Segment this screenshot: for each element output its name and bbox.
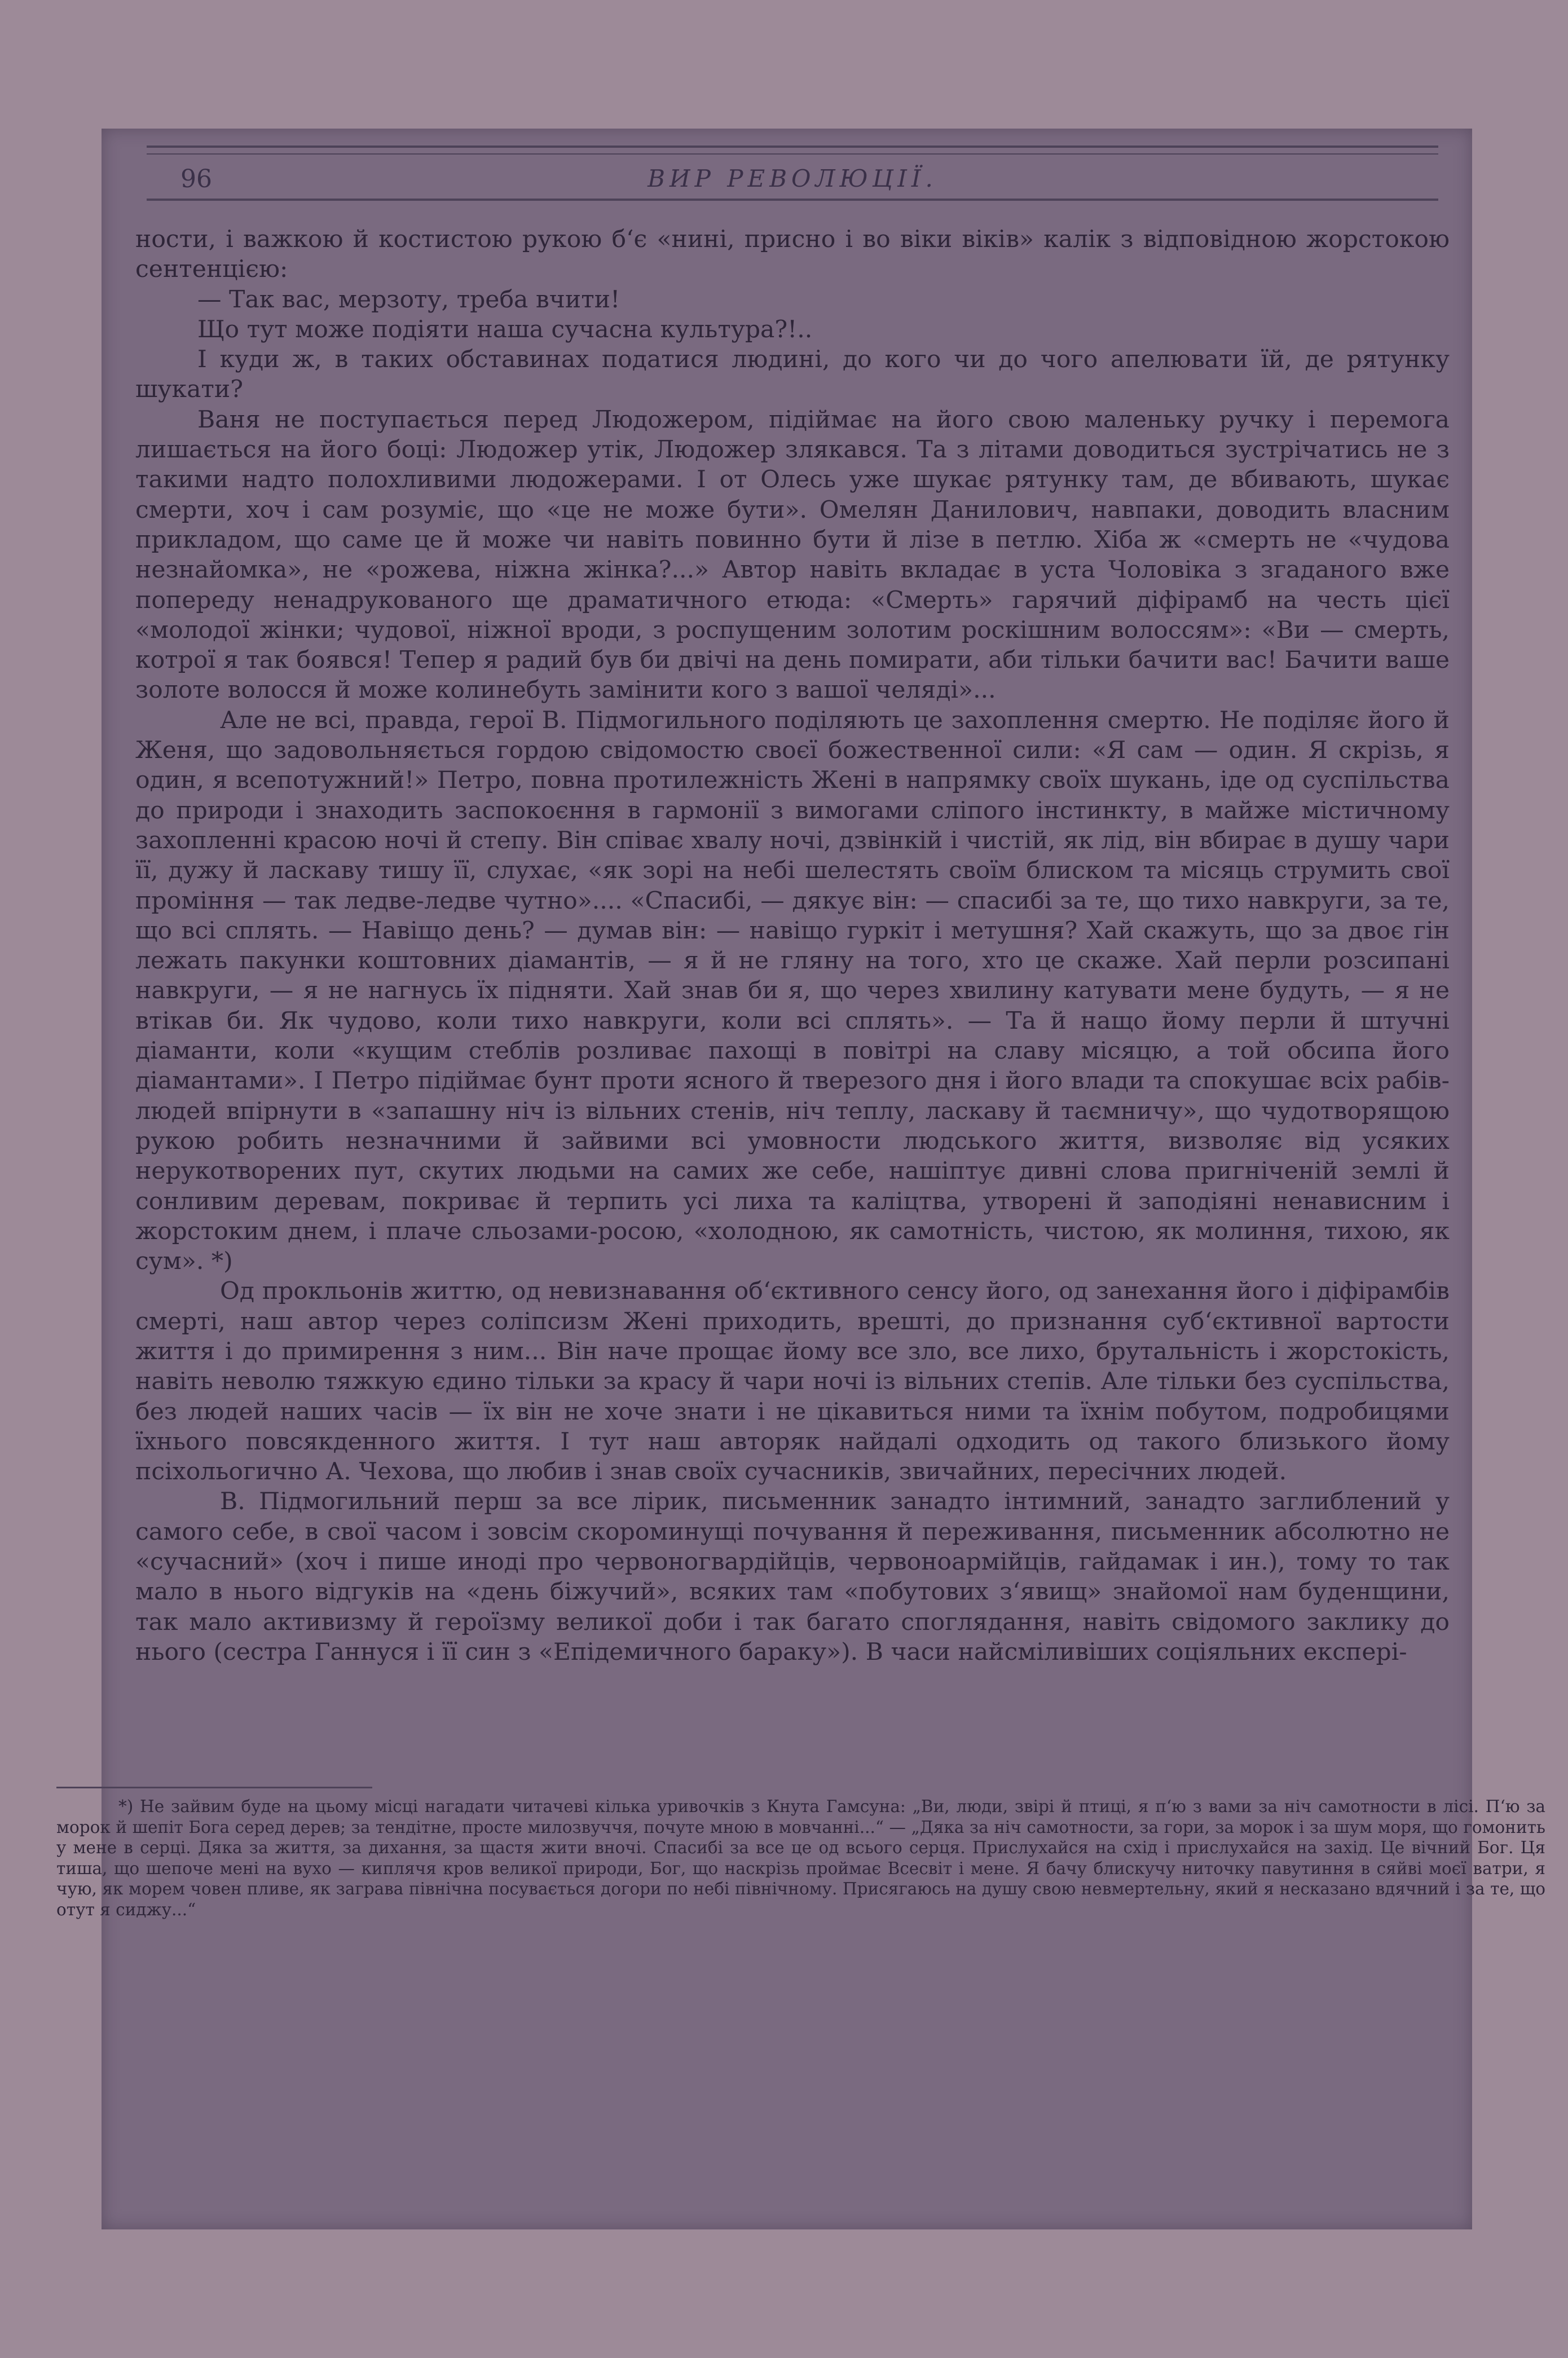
header-rule [147, 153, 1438, 155]
running-head: ВИР РЕВОЛЮЦІЇ. [648, 165, 937, 192]
paragraph: Од прокльонів життю, од невизнавання об‘єктивного сенсу його, од занехання його і діфірамбів смерті, наш автор через соліпсизм Жені приходить, врешті, до признання суб‘єктивної вартости життя і до примирення з ним... Він наче прощає йому все зло, все лихо, брутальність і жорстокість, навіть неволю тяжкую єдино тільки за красу й чари ночі із вільних степів. Але тільки без суспільства, без людей наших часів — їх він не хоче знати і не цікавиться ними та їхнім побутом, подробицями їхнього повсякденного життя. І тут наш авторяк найдалі одходить од такого близького йому псіхольогично А. Чехова, що любив і знав своїх сучасників, звичайних, пересічних людей. [135, 1277, 1450, 1486]
paragraph: В. Підмогильний перш за все лірик, письменник занадто інтимний, занадто заглиблений у самого себе, в свої часом і зовсім скороминущі почування й переживання, письменник абсолютно не «сучасний» (хоч і пише иноді про червоногвардійців, червоноармійців, гайдамак і ин.), тому то так мало в нього відгуків на «день біжучий», всяких там «побутових з‘явищ» знайомої нам буденщини, так мало активизму й героїзму великої доби і так багато споглядання, навіть свідомого заклику до нього (сестра Ганнуся і її син з «Епідемичного бараку»). В часи найсміливіших соціяльних експері- [135, 1488, 1450, 1666]
paragraph: ности, і важкою й костистою рукою б‘є «нині, присно і во віки віків» калік з відповідною жорстокою сентенцією: [135, 226, 1450, 284]
paragraph: Але не всі, правда, герої В. Підмогильного поділяють це захоплення смертю. Не поділяє його й Женя, що задовольняється гордою свідомостю своєї божественної сили: «Я сам — один. Я скрізь, я один, я всепотужний!» Петро, повна протилежність Жені в напрямку своїх шукань, іде од суспільства до природи і знаходить заспокоєння в гармонії з вимогами сліпого інстинкту, в майже містичному захопленні красою ночі й степу. Він співає хвалу ночі, дзвінкій і чистій, як лід, він вбирає в душу чари її, дужу й ласкаву тишу її, слухає, «як зорі на небі шелестять своїм блиском та місяць струмить свої проміння — так ледве-ледве чутно».... «Спасибі, — дякує він: — спасибі за те, що тихо навкруги, за те, що всі сплять. — Навіщо день? — думав він: — навіщо гуркіт і метушня? Хай скажуть, що за двоє гін лежать пакунки коштовних діамантів, — я й не гляну на того, хто це скаже. Хай перли розсипані навкруги, — я не нагнусь їх підняти. Хай знав би я, що через хвилину катувати мене будуть, — я не втікав би. Як чудово, коли тихо навкруги, коли всі сплять». — Та й нащо йому перли й штучні діаманти, коли «кущим стеблів розливає пахощі в повітрі на славу місяцю, а той обсипа його діамантами». І Петро підіймає бунт проти ясного й тверезого дня і його влади та спокушає всіх рабів-людей впірнути в «запашну ніч із вільних стенів, ніч теплу, ласкаву й таємничу», що чудотворящою рукою робить незначними й зайвими всі умовности людського життя, визволяє від усяких нерукотворених пут, скутих людьми на самих же себе, нашіптує дивні слова пригніченій землі й сонливим деревам, покриває й терпить усі лиха та каліцтва, утворені й заподіяні ненависним і жорстоким днем, і плаче сльозами-росою, «холодною, як самотність, чистою, як молиння, тихою, як сум». *) [135, 706, 1450, 1276]
page-header [147, 146, 1438, 201]
paragraph: Що тут може подіяти наша сучасна культура?!.. [197, 315, 813, 343]
body-text [135, 224, 1450, 1667]
paragraph: Ваня не поступається перед Людожером, підіймає на його свою маленьку ручку і перемога лишається на його боці: Людожер утік, Людожер злякався. Та з літами доводиться зустрічатись не з такими надто полохливими людожерами. І от Олесь уже шукає рятунку там, де вбивають, шукає смерти, хоч і сам розуміє, що «це не може бути». Омелян Данилович, навпаки, доводить власним прикладом, що саме це й може чи навіть повинно бути й лізе в петлю. Хіба ж «смерть не «чудова незнайомка», не «рожева, ніжна жінка?...» Автор навіть вкладає в уста Чоловіка з згаданого вже попереду ненадрукованого ще драматичного етюда: «Смерть» гарячий діфірамб на честь цієї «молодої жінки; чудової, ніжної вроди, з роспущеним золотим роскішним волоссям»: «Ви — смерть, котрої я так боявся! Тепер я радий був би двічі на день помирати, аби тільки бачити вас! Бачити ваше золоте волосся й може колинебуть замінити кого з вашої челяді»... [135, 406, 1450, 704]
page-number: 96 [180, 165, 212, 193]
footnote: *) Не зайвим буде на цьому місці нагадати читачеві кілька уривочків з Кнута Гамсуна: „Ви, люди, звірі й птиці, я п‘ю з вами за ніч самотности в лісі. П‘ю за морок й шепіт Бога серед дерев; за тендітне, просте милозвуччя, почуте мною в мовчанні...“ — „Дяка за ніч самотности, за гори, за морок і за шум моря, що гомонить у мене в серці. Дяка за життя, за дихання, за щастя жити вночі. Спасибі за все це од всього серця. Прислухайся на схід і прислухайся на захід. Це вічний Бог. Ця тиша, що шепоче мені на вухо — киплячя кров великої природи, Бог, що наскрізь проймає Всесвіт і мене. Я бачу блискучу ниточку павутиння в сяйві моєї ватри, я чую, як морем човен пливе, як заграва північна посувається догори по небі північному. Присягаюсь на душу свою невмертельну, який я несказано вдячний і за те, що отут я сиджу...“ [56, 1797, 1545, 1919]
footnote-rule [56, 1787, 372, 1788]
paragraph: І куди ж, в таких обставинах податися людині, до кого чи до чого апелювати їй, де рятунку шукати? [135, 346, 1450, 404]
paragraph: — Так вас, мерзоту, треба вчити! [197, 285, 620, 314]
